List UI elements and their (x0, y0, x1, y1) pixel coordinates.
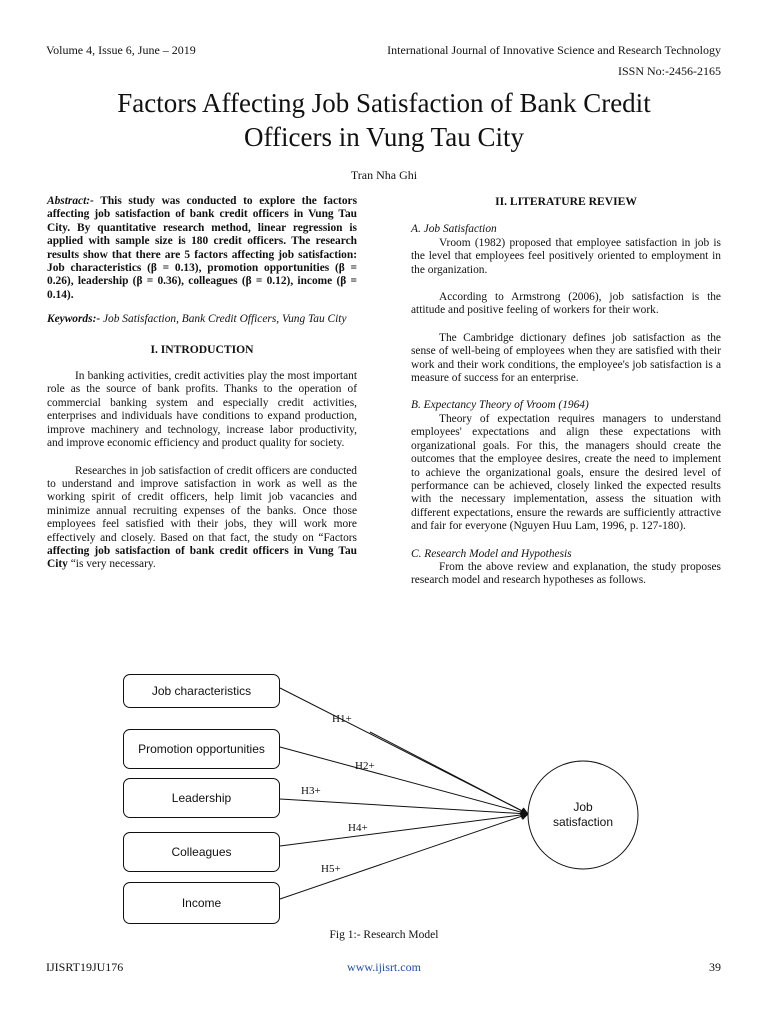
lit-c-paragraph-1: From the above review and explanation, the study proposes research model and research hypotheses as follows. (411, 560, 721, 587)
volume-info: Volume 4, Issue 6, June – 2019 (46, 43, 196, 57)
intro-p2-end: “is very necessary. (67, 558, 156, 571)
box-colleagues: Colleagues (123, 832, 280, 872)
lit-a-paragraph-3: The Cambridge dictionary defines job satisfaction as the sense of well-being of employees when they are satisfied with their work and their work conditions, the employee's job satisfaction is a measure of success for an enterprise. (411, 331, 721, 385)
title-line-1: Factors Affecting Job Satisfaction of Bank Credit (117, 88, 651, 118)
abstract-text: This study was conducted to explore the factors affecting job satisfaction of bank credit officers in Vung Tau City. By quantitative research method, linear regression is applied with sample size is 180 credit officers. The research results show that there are 5 factors affecting job satisfaction: Job characteristics (β = 0.13), promotion opportunities (β = 0.26), leadership (β = 0.36), colleagues (β = 0.12), income (β = 0.14). (47, 195, 357, 301)
figure-connectors (0, 660, 768, 930)
intro-heading: I. INTRODUCTION (150, 342, 254, 356)
intro-paragraph-1: In banking activities, credit activities play the most important role as the source of bank profits. Thanks to the operation of commercial banking system and especially credit activities, enterprises and individuals have conditions to expand production, improve machinery and technology, increase labor productivity, and improve economic efficiency and product quality for society. (47, 370, 357, 450)
title-line-2: Officers in Vung Tau City (244, 122, 524, 152)
box-leadership: Leadership (123, 778, 280, 818)
outcome-label: Job satisfaction (552, 800, 614, 829)
label-h5: H5+ (321, 863, 341, 875)
journal-url-link[interactable]: www.ijisrt.com (347, 960, 421, 974)
intro-p2-start: Researches in job satisfaction of credit officers are conducted to understand and improve satisfaction in work as well as the working spirit of credit officers, help limit job vacancies and minimize annual recruiting expenses of the banks. Once those employees feel satisfied with their jobs, they will work more effectively and closely. Based on that fact, the study on “Factors (47, 464, 357, 544)
arrow-h1-extension (370, 732, 528, 814)
research-model-heading: C. Research Model and Hypothesis (411, 547, 572, 560)
figure-caption: Fig 1:- Research Model (329, 929, 439, 941)
arrow-h3 (280, 799, 528, 814)
keywords-label: Keywords:- (47, 313, 101, 326)
issn: ISSN No:-2456-2165 (617, 64, 721, 78)
label-h3: H3+ (301, 785, 321, 797)
job-satisfaction-heading: A. Job Satisfaction (411, 223, 497, 236)
arrow-h2 (280, 747, 528, 814)
intro-p2-bold: affecting job satisfaction of bank credit officers in Vung Tau City (47, 544, 357, 571)
left-column (47, 195, 357, 572)
label-h4: H4+ (348, 822, 368, 834)
lit-a-paragraph-2: According to Armstrong (2006), job satisfaction is the attitude and positive feeling of workers for their work. (411, 291, 721, 317)
expectancy-theory-heading: B. Expectancy Theory of Vroom (1964) (411, 399, 589, 412)
arrow-h4 (280, 814, 528, 846)
box-job-characteristics: Job characteristics (123, 674, 280, 708)
author: Tran Nha Ghi (350, 168, 418, 182)
arrow-h5 (280, 814, 528, 899)
keywords-text: Job Satisfaction, Bank Credit Officers, Vung Tau City (100, 313, 347, 326)
right-column (411, 195, 721, 588)
page-number: 39 (709, 960, 721, 974)
box-promotion-opportunities: Promotion opportunities (123, 729, 280, 769)
paper-code: IJISRT19JU176 (46, 960, 124, 974)
label-h1: H1+ (332, 713, 352, 725)
journal-name: International Journal of Innovative Science and Research Technology (387, 43, 721, 57)
research-model-figure (0, 660, 768, 930)
lit-a-paragraph-1: Vroom (1982) proposed that employee satisfaction in job is the level that employees feel positively oriented to employment in the organization. (411, 236, 721, 276)
abstract (47, 195, 357, 302)
lit-b-paragraph-1: Theory of expectation requires managers to understand employees' expectations and align these expectations with organizational goals. For this, the managers should create the outcomes that the employee desires, create the need to implement to achieve the organizational goals, ensure the desired level of performance can be achieved, closely linked the expected results with the necessary implementation, assess the situation with different expectations, ensure the rewards are sufficiently attractive and fair for everyone (Nguyen Huu Lam, 1996, p. 127-180). (411, 412, 721, 533)
box-income: Income (123, 882, 280, 924)
literature-heading: II. LITERATURE REVIEW (495, 195, 637, 208)
keywords (47, 313, 357, 326)
label-h2: H2+ (355, 760, 375, 772)
intro-paragraph-2 (47, 465, 357, 572)
abstract-label: Abstract:- (47, 195, 94, 207)
paper-title (40, 86, 728, 154)
